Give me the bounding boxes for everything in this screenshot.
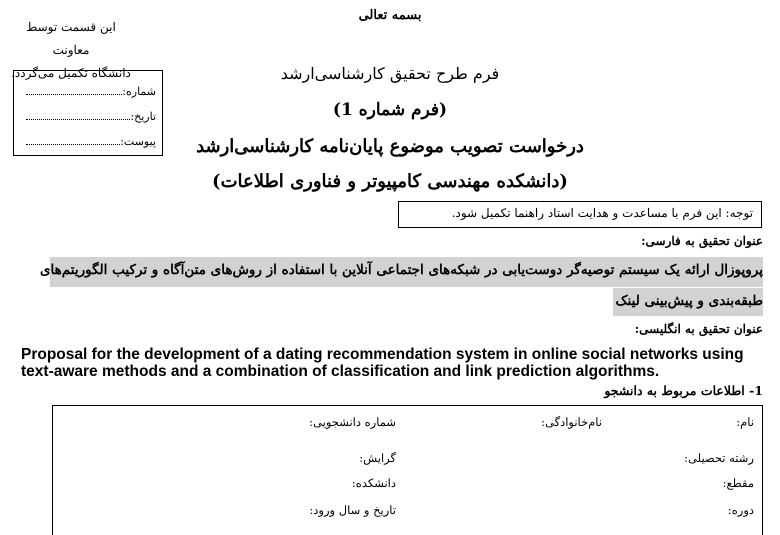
form-title: فرم طرح تحقیق کارشناسی‌ارشد (280, 64, 500, 83)
english-title-text: Proposal for the development of a dating recommendation system in online social networks using text-aware methods and a combination of classification and link prediction algorithms. (21, 346, 744, 380)
family-name-field[interactable]: نام‌خانوادگی: (541, 415, 602, 429)
request-title: درخواست تصویب موضوع پایان‌نامه کارشناسی‌ارشد (196, 136, 584, 157)
student-section-heading: 1- اطلاعات مربوط به دانشجو (604, 383, 763, 398)
office-note-line-2: دانشگاه تکمیل می‌گردد. (11, 66, 131, 80)
ref-date-field[interactable] (26, 119, 130, 120)
ref-number-label: شماره: (122, 85, 156, 98)
notice-box: توجه: این فرم با مساعدت و هدایت استاد راهنما تکمیل شود. (398, 201, 762, 228)
ref-date-row (22, 105, 156, 123)
ref-date-label: تاریخ: (130, 110, 156, 123)
reference-box (13, 70, 163, 156)
persian-title-line-1: پروپوزال ارائه یک سیستم توصیه‌گر دوست‌یابی در شبکه‌های اجتماعی آنلاین با استفاده از روش‌های متن‌آگاه و ترکیب الگوریتم‌های (39, 262, 763, 278)
ref-number-row (22, 80, 156, 98)
specialization-field[interactable]: گرایش: (359, 451, 396, 465)
degree-level-field[interactable]: مقطع: (722, 476, 754, 490)
ref-number-field[interactable] (26, 94, 122, 95)
ref-attachment-row (22, 130, 156, 148)
field-of-study-field[interactable]: رشته تحصیلی: (684, 451, 754, 465)
persian-title-line-2: طبقه‌بندی و پیش‌بینی لینک (615, 293, 763, 309)
name-field[interactable]: نام: (736, 415, 754, 429)
persian-title-label: عنوان تحقیق به فارسی: (641, 234, 763, 248)
english-title-label: عنوان تحقیق به انگلیسی: (634, 322, 763, 336)
bismillah-heading: بسمه تعالی (358, 8, 422, 23)
faculty-field[interactable]: دانشکده: (351, 476, 396, 490)
entry-date-field[interactable]: تاریخ و سال ورود: (309, 503, 396, 517)
course-field[interactable]: دوره: (727, 503, 754, 517)
student-number-field[interactable]: شماره دانشجویی: (309, 415, 396, 429)
ref-attachment-field[interactable] (26, 144, 120, 145)
ref-attachment-label: پیوست: (120, 135, 156, 148)
form-number: (فرم شماره 1) (332, 100, 448, 120)
faculty-title: (دانشکده مهندسی کامپیوتر و فناوری اطلاعات) (212, 171, 568, 192)
office-note-line-1: این قسمت توسط معاونت (26, 20, 116, 57)
